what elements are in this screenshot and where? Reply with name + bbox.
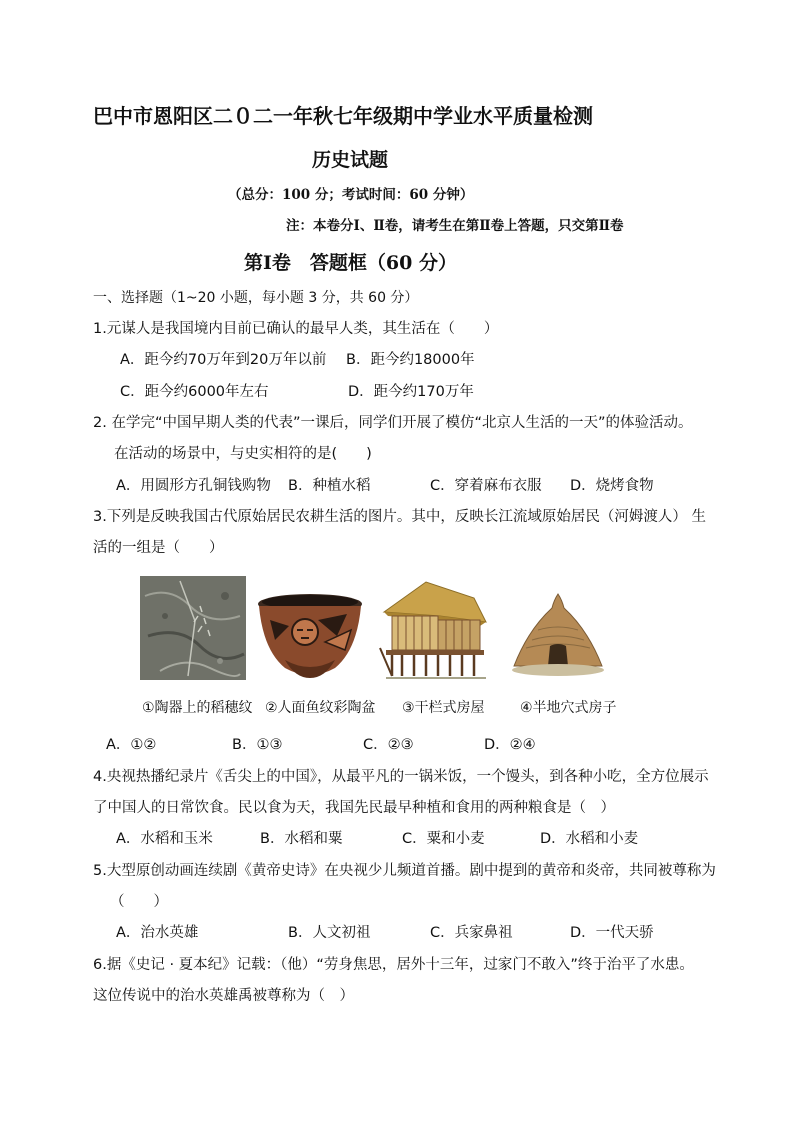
q3-option-b: B．①③ — [232, 737, 283, 753]
q1-option-a: A．距今约70万年到20万年以前 — [120, 352, 327, 368]
q3-caption-2: ②人面鱼纹彩陶盆 — [265, 700, 376, 716]
q2-option-b: B．种植水稻 — [288, 478, 371, 494]
q4-stem-line1: 4.央视热播纪录片《舌尖上的中国》，从最平凡的一锅米饭，一个馒头，到各种小吃，全方位展示 — [93, 769, 709, 785]
q3-option-d: D．②④ — [484, 737, 536, 753]
q4-option-a: A．水稻和玉米 — [116, 831, 213, 847]
q1-stem: 1.元谋人是我国境内目前已确认的最早人类，其生活在（ ） — [93, 321, 499, 337]
q5-stem-line2: （ ） — [110, 894, 168, 910]
q3-caption-1: ①陶器上的稻穗纹 — [142, 700, 253, 716]
q2-stem-line1: 2. 在学完“中国早期人类的代表”一课后，同学们开展了模仿“北京人生活的一天”的体验活动。 — [93, 415, 693, 431]
exam-notice: 注：本卷分Ⅰ、Ⅱ卷，请考生在第Ⅱ卷上答题，只交第Ⅱ卷 — [286, 218, 624, 234]
q3-caption-4: ④半地穴式房子 — [520, 700, 617, 716]
q3-option-c: C．②③ — [363, 737, 414, 753]
painted-pottery-basin-image — [255, 590, 365, 680]
q5-option-d: D．一代天骄 — [570, 925, 654, 941]
q2-option-a: A．用圆形方孔铜钱购物 — [116, 478, 271, 494]
q4-option-d: D．水稻和小麦 — [540, 831, 639, 847]
q5-option-c: C．兵家鼻祖 — [430, 925, 513, 941]
semi-subterranean-house-image — [508, 590, 608, 680]
part-title: 第Ⅰ卷 答题框（60 分） — [244, 252, 457, 274]
q6-stem-line2: 这位传说中的治水英雄禹被尊称为（ ） — [93, 988, 354, 1004]
q4-stem-line2: 了中国人的日常饮食。民以食为天，我国先民最早种植和食用的两种粮食是（ ） — [93, 800, 615, 816]
q2-stem-line2: 在活动的场景中，与史实相符的是( ) — [114, 446, 372, 462]
q6-stem-line1: 6.据《史记 · 夏本纪》记载：（他）“劳身焦思，居外十三年，过家门不敢入”终于治平了水患。 — [93, 957, 694, 973]
q3-option-a: A．①② — [106, 737, 157, 753]
exam-title: 巴中市恩阳区二０二一年秋七年级期中学业水平质量检测 — [93, 104, 593, 128]
q2-option-c: C．穿着麻布衣服 — [430, 478, 542, 494]
q1-option-d: D．距今约170万年 — [348, 384, 474, 400]
q5-option-a: A．治水英雄 — [116, 925, 199, 941]
rice-pattern-pottery-image — [140, 576, 246, 680]
q3-stem-line1: 3.下列是反映我国古代原始居民农耕生活的图片。其中，反映长江流域原始居民（河姆渡人） 生 — [93, 509, 706, 525]
q3-caption-3: ③干栏式房屋 — [402, 700, 485, 716]
q1-option-c: C．距今约6000年左右 — [120, 384, 269, 400]
section-heading: 一、选择题（1~20 小题，每小题 3 分，共 60 分） — [93, 290, 419, 306]
q5-stem-line1: 5.大型原创动画连续剧《黄帝史诗》在央视少儿频道首播。剧中提到的黄帝和炎帝，共同被尊称为 — [93, 863, 716, 879]
q5-option-b: B．人文初祖 — [288, 925, 371, 941]
q4-option-c: C．粟和小麦 — [402, 831, 485, 847]
q4-option-b: B．水稻和粟 — [260, 831, 343, 847]
q1-option-b: B．距今约18000年 — [346, 352, 475, 368]
q2-option-d: D．烧烤食物 — [570, 478, 654, 494]
stilt-house-image — [378, 578, 490, 682]
exam-subject: 历史试题 — [312, 149, 389, 171]
exam-meta: （总分：100 分；考试时间：60 分钟） — [228, 187, 474, 203]
q3-stem-line2: 活的一组是（ ） — [93, 540, 224, 556]
